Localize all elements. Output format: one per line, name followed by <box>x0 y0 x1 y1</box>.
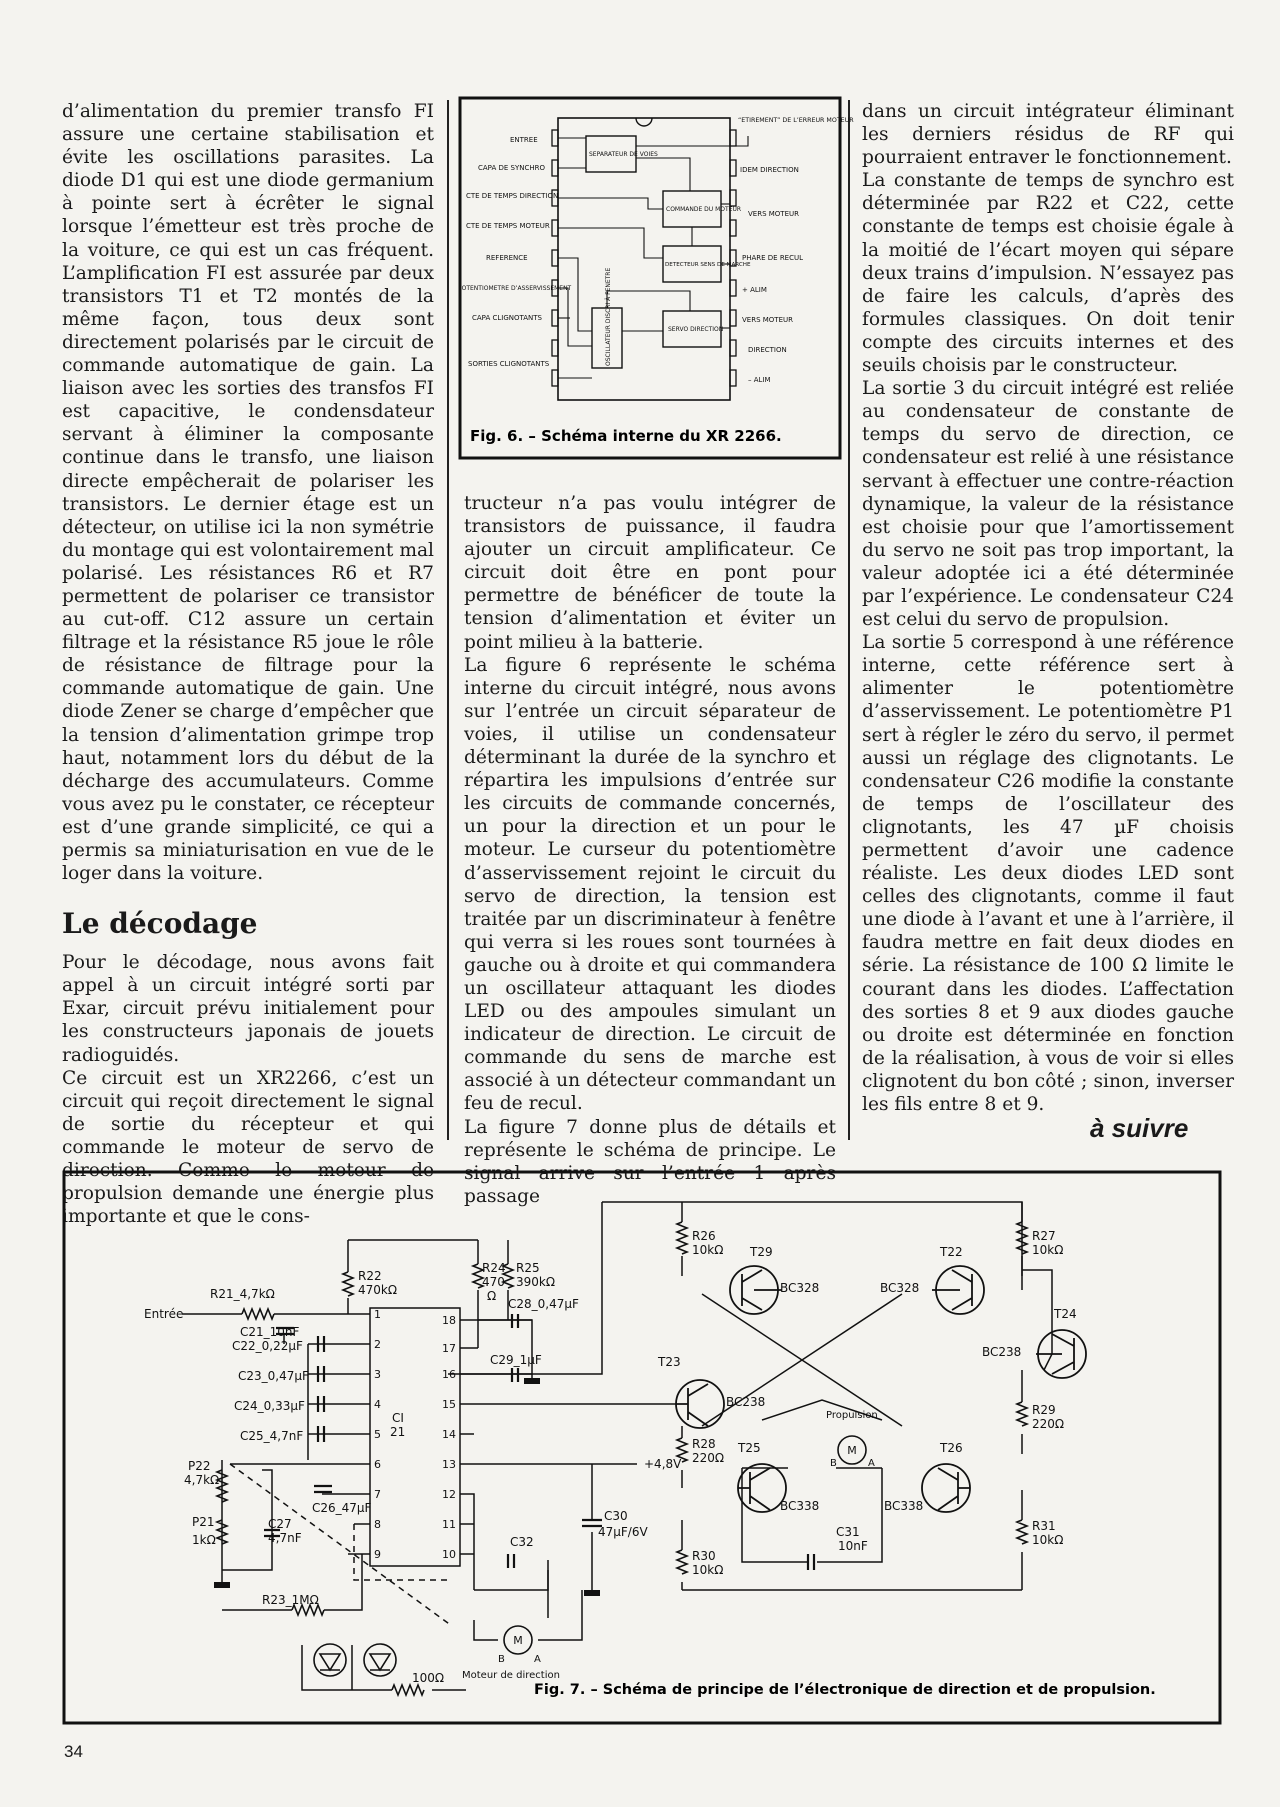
pin-label: 8 <box>374 1518 381 1531</box>
ic-outline <box>558 118 730 400</box>
label-direction-motor-a: A <box>534 1654 541 1665</box>
fig6-block-label: SERVO DIRECTION <box>668 326 724 333</box>
pin-label: 10 <box>442 1548 456 1561</box>
label-c27-value: 4,7nF <box>268 1531 302 1545</box>
pin-label: 17 <box>442 1342 456 1355</box>
pin-label: 15 <box>442 1398 456 1411</box>
r26-resistor <box>677 1222 687 1254</box>
label-t29: T29 <box>750 1245 773 1259</box>
figure-7 <box>62 1170 1222 1725</box>
label-r26: R26 <box>692 1229 716 1243</box>
label-r24-unit: Ω <box>487 1289 497 1303</box>
label-propulsion-motor-a: A <box>868 1458 875 1469</box>
label-c30-value: 47µF/6V <box>598 1525 648 1539</box>
label-c26: C26_47µF <box>312 1501 372 1515</box>
label-c24: C24_0,33µF <box>234 1399 305 1413</box>
fig6-label: + ALIM <box>742 286 767 294</box>
label-t23: T23 <box>658 1355 681 1369</box>
paragraph: La sortie 5 correspond à une référence interne, cette référence sert à alimenter le potentiomètre d’asservissement. Le potentiomètre P1 sert à régler le zéro du servo, il permet aussi un réglage des clignotants. Le condensateur C26 modifie la constante de temps de l’oscillateur des clignotants, les 47 µF choisis permettent d’avoir une cadence réaliste. Les deux diodes LED sont celles des clignotants, comme il faut une diode à l’avant et une à l’arrière, il faudra mettre en fait deux diodes en série. La résistance de 100 Ω limite le courant dans les diodes. L’affectation des sorties 8 et 9 aux diodes gauche ou droite est déterminée en fonction de la réalisation, à vous de voir si elles clignotent du bon côté ; sinon, inverser les fils entre 8 et 9. <box>862 632 1234 1116</box>
label-r21: R21_4,7kΩ <box>210 1287 275 1301</box>
pin-label: 5 <box>374 1428 381 1441</box>
pin-label: 6 <box>374 1458 381 1471</box>
fig6-right-pins <box>730 130 736 386</box>
fig6-label: SORTIES CLIGNOTANTS <box>468 360 550 368</box>
label-moteur-direction: Moteur de direction <box>462 1670 560 1681</box>
label-p21: P21 <box>192 1515 215 1529</box>
paragraph: d’alimentation du premier transfo FI assure une certaine stabilisation et évite les oscillations parasites. La diode D1 qui est une diode germanium à pointe sert à écrêter le signal lorsque l’émetteur est très proche de la voiture, ce qui est un cas fréquent. L’amplification FI est assurée par deux transistors T1 et T2 montés de la même façon, tous deux sont directement polarisés par le circuit de commande automatique de gain. La liaison avec les sorties des transfos FI est capacitive, le condensdateur servant à éliminer la composante continue dans le transfo, une liaison directe empêcherait de polariser les transistors. Le dernier étage est un détecteur, on utilise ici la non symétrie du montage qui est volontairement mal polarisé. Les résistances R6 et R7 permettent de polariser ce transistor au cut-off. C12 assure un certain filtrage et la résistance R5 joue le rôle de résistance de filtrage pour la commande automatique de gain. Une diode Zener se charge d’empêcher que la tension d’alimentation grimpe trop haut, notamment lors du début de la décharge des accumulateurs. Comme vous avez pu le constater, ce récepteur est d’une grande simplicité, ce qui a permis sa miniaturisation en vue de le loger dans la voiture. <box>62 101 434 885</box>
label-t22: T22 <box>940 1245 963 1259</box>
r21-resistor <box>242 1309 274 1319</box>
label-r30: R30 <box>692 1549 716 1563</box>
pin-label: 7 <box>374 1488 381 1501</box>
label-p22: P22 <box>188 1459 211 1473</box>
paragraph: Ce circuit est un XR2266, c’est un circuit qui reçoit directement le signal de sortie du récepteur et qui commande le moteur de servo de direction. Comme le moteur de propulsion demande une énergie plus importante et que le cons- <box>62 1067 434 1228</box>
pin-label: 12 <box>442 1488 456 1501</box>
fig6-label: REFERENCE <box>486 254 528 262</box>
fig6-block-label: DETECTEUR SENS DE MARCHE <box>665 262 751 268</box>
label-propulsion: Propulsion <box>826 1410 878 1421</box>
fig6-label: IDEM DIRECTION <box>740 166 799 174</box>
label-direction-motor-m: M <box>513 1634 523 1647</box>
page-number: 34 <box>64 1742 83 1761</box>
paragraph: La sortie 3 du circuit intégré est reliée au condensateur de constante de temps du servo de direction, ce condensateur est relié à une résistance servant à effectuer une contre-réaction dynamique, la valeur de la résistance est choisie pour que l’amortissement du servo ne soit pas trop important, la valeur adoptée ici a été déterminée par l’expérience. Le condensateur C24 est celui du servo de propulsion. <box>862 378 1234 631</box>
label-c30: C30 <box>604 1509 628 1523</box>
r27-resistor <box>1017 1222 1027 1254</box>
label-r25-value: 390kΩ <box>516 1275 556 1289</box>
column-3 <box>862 100 1234 1116</box>
label-bc328-t22: BC328 <box>880 1281 920 1295</box>
label-c25: C25_4,7nF <box>240 1429 304 1443</box>
pin-label: 18 <box>442 1314 456 1327</box>
pin-label: 11 <box>442 1518 456 1531</box>
label-c22: C22_0,22µF <box>232 1339 303 1353</box>
label-r24: R24 <box>482 1261 506 1275</box>
label-r25: R25 <box>516 1261 540 1275</box>
label-c23: C23_0,47µF <box>238 1369 309 1383</box>
fig7-caption: Fig. 7. – Schéma de principe de l’électronique de direction et de propulsion. <box>534 1682 1156 1698</box>
ic-pin-numbers <box>374 1308 456 1561</box>
label-ci: CI <box>392 1411 404 1425</box>
fig6-label: – ALIM <box>748 376 771 384</box>
label-r30-value: 10kΩ <box>692 1563 724 1577</box>
label-t26: T26 <box>940 1441 963 1455</box>
fig6-label: POTENTIOMETRE D’ASSERVISSEMENT <box>458 285 572 292</box>
label-ci-number: 21 <box>390 1425 406 1439</box>
label-entree: Entrée <box>144 1307 184 1321</box>
pin-label: 3 <box>374 1368 381 1381</box>
t22-transistor <box>932 1266 984 1314</box>
label-propulsion-motor-b: B <box>830 1458 837 1469</box>
column-1-top <box>62 100 434 1228</box>
label-c31: C31 <box>836 1525 860 1539</box>
label-r31: R31 <box>1032 1519 1056 1533</box>
t25-transistor <box>738 1464 786 1512</box>
label-c28: C28_0,47µF <box>508 1297 579 1311</box>
label-p22-value: 4,7kΩ <box>184 1473 220 1487</box>
label-t24: T24 <box>1054 1307 1077 1321</box>
paragraph: La figure 6 représente le schéma interne du circuit intégré, nous avons sur l’entrée un circuit séparateur de voies, il utilise un condensateur déterminant la durée de la synchro et répartira les impulsions d’entrée sur les circuits de commande concernés, un pour la direction et un pour le moteur. Le curseur du potentiomètre d’asservissement rejoint le circuit du servo de direction, la tension est traitée par un discriminateur à fenêtre qui verra si les roues sont tournées à gauche ou à droite et qui commandera un oscillateur attaquant les diodes LED ou des ampoules simulant un indicateur de direction. Le circuit de commande du sens de marche est associé à un détecteur commandant un feu de recul. <box>464 654 836 1115</box>
label-propulsion-motor-m: M <box>847 1444 857 1457</box>
fig6-label: DIRECTION <box>748 346 787 354</box>
label-r28-value: 220Ω <box>692 1451 725 1465</box>
fig6-label: ENTREE <box>510 136 538 144</box>
pin-label: 2 <box>374 1338 381 1351</box>
t26-transistor <box>922 1464 970 1512</box>
pin-label: 1 <box>374 1308 381 1321</box>
label-c27: C27 <box>268 1517 292 1531</box>
paragraph: tructeur n’a pas voulu intégrer de transistors de puissance, il faudra ajouter un circuit amplificateur. Ce circuit doit être en pont pour permettre de bénéficer de toute la tension d’alimentation et éviter un point milieu à la batterie. <box>464 493 836 653</box>
label-r27: R27 <box>1032 1229 1056 1243</box>
label-supply: +4,8V <box>644 1457 682 1471</box>
label-r29: R29 <box>1032 1403 1056 1417</box>
fig6-block-label: SEPARATEUR DE VOIES <box>589 151 658 158</box>
r31-resistor <box>1017 1520 1027 1544</box>
label-r28: R28 <box>692 1437 716 1451</box>
label-c31-value: 10nF <box>838 1539 868 1553</box>
t24-transistor <box>1036 1330 1086 1378</box>
r100-resistor <box>392 1685 424 1695</box>
label-p21-value: 1kΩ <box>192 1533 216 1547</box>
fig6-label: CAPA DE SYNCHRO <box>478 164 545 172</box>
led-diodes <box>314 1644 396 1676</box>
label-bc238-t24: BC238 <box>982 1345 1022 1359</box>
label-direction-motor-b: B <box>498 1654 505 1665</box>
label-r31-value: 10kΩ <box>1032 1533 1064 1547</box>
pin-label: 9 <box>374 1548 381 1561</box>
fig6-block-label: COMMANDE DU MOTEUR <box>666 206 742 213</box>
column-rule <box>447 100 449 1140</box>
fig6-label: VERS MOTEUR <box>748 210 799 218</box>
t23-transistor <box>676 1380 724 1428</box>
label-c32: C32 <box>510 1535 534 1549</box>
label-r22: R22 <box>358 1269 382 1283</box>
label-r27-value: 10kΩ <box>1032 1243 1064 1257</box>
label-r26-value: 10kΩ <box>692 1243 724 1257</box>
paragraph: La figure 7 donne plus de détails et représente le schéma de principe. Le signal arrive sur l’entrée 1 après passage <box>464 1116 836 1207</box>
a-suivre: à suivre <box>1090 1113 1189 1143</box>
t29-transistor <box>730 1266 782 1314</box>
r22-resistor <box>343 1272 353 1296</box>
pin-label: 14 <box>442 1428 456 1441</box>
label-c21: C21_10nF <box>240 1325 300 1339</box>
label-bc338-t25: BC338 <box>780 1499 820 1513</box>
pin-label: 4 <box>374 1398 381 1411</box>
fig6-label: CTE DE TEMPS MOTEUR <box>466 222 550 230</box>
label-bc338-t26: BC338 <box>884 1499 924 1513</box>
fig6-block-label: OSCILLATEUR DISCRI À FENETRE <box>605 267 612 366</box>
label-bc238-t23: BC238 <box>726 1395 766 1409</box>
figure-6 <box>458 96 854 460</box>
pin-label: 13 <box>442 1458 456 1471</box>
label-r29-value: 220Ω <box>1032 1417 1065 1431</box>
fig6-label: VERS MOTEUR <box>742 316 793 324</box>
label-t25: T25 <box>738 1441 761 1455</box>
fig6-label: CAPA CLIGNOTANTS <box>472 314 542 322</box>
label-c29: C29_1µF <box>490 1353 542 1367</box>
label-r22-value: 470kΩ <box>358 1283 398 1297</box>
r29-resistor <box>1017 1402 1027 1426</box>
fig7-wiring <box>182 1202 1052 1690</box>
fig6-label: PHARE DE RECUL <box>742 254 804 262</box>
paragraph: Pour le décodage, nous avons fait appel à un circuit intégré sorti par Exar, circuit prévu initialement pour les constructeurs japonais de jouets radioguidés. <box>62 952 434 1066</box>
r30-resistor <box>677 1550 687 1574</box>
fig6-label: “ETIREMENT” DE L’ERREUR MOTEUR <box>738 117 854 124</box>
fig6-label: CTE DE TEMPS DIRECTION <box>466 192 559 200</box>
label-r100: 100Ω <box>412 1671 445 1685</box>
paragraph: dans un circuit intégrateur éliminant les derniers résidus de RF qui pourraient entraver le fonctionnement. <box>862 101 1234 169</box>
label-r24-value: 470 <box>482 1275 505 1289</box>
paragraph: La constante de temps de synchro est déterminée par R22 et C22, cette constante de temps est choisie égale à la moitié de l’écart moyen qui sépare deux trains d’impulsion. N’essayez pas de faire les calculs, d’après des formules classiques. On doit tenir compte des circuits internes et des seuils choisis par le constructeur. <box>862 170 1234 377</box>
fig6-left-pins <box>552 130 558 386</box>
fig6-caption: Fig. 6. – Schéma interne du XR 2266. <box>470 427 782 445</box>
label-r23: R23_1MΩ <box>262 1593 319 1607</box>
p21-pot <box>217 1520 227 1544</box>
column-2 <box>464 492 836 1208</box>
section-heading: Le décodage <box>62 907 258 941</box>
label-bc328-t29: BC328 <box>780 1281 820 1295</box>
pin-label: 16 <box>442 1368 456 1381</box>
column-rule <box>848 100 850 1140</box>
